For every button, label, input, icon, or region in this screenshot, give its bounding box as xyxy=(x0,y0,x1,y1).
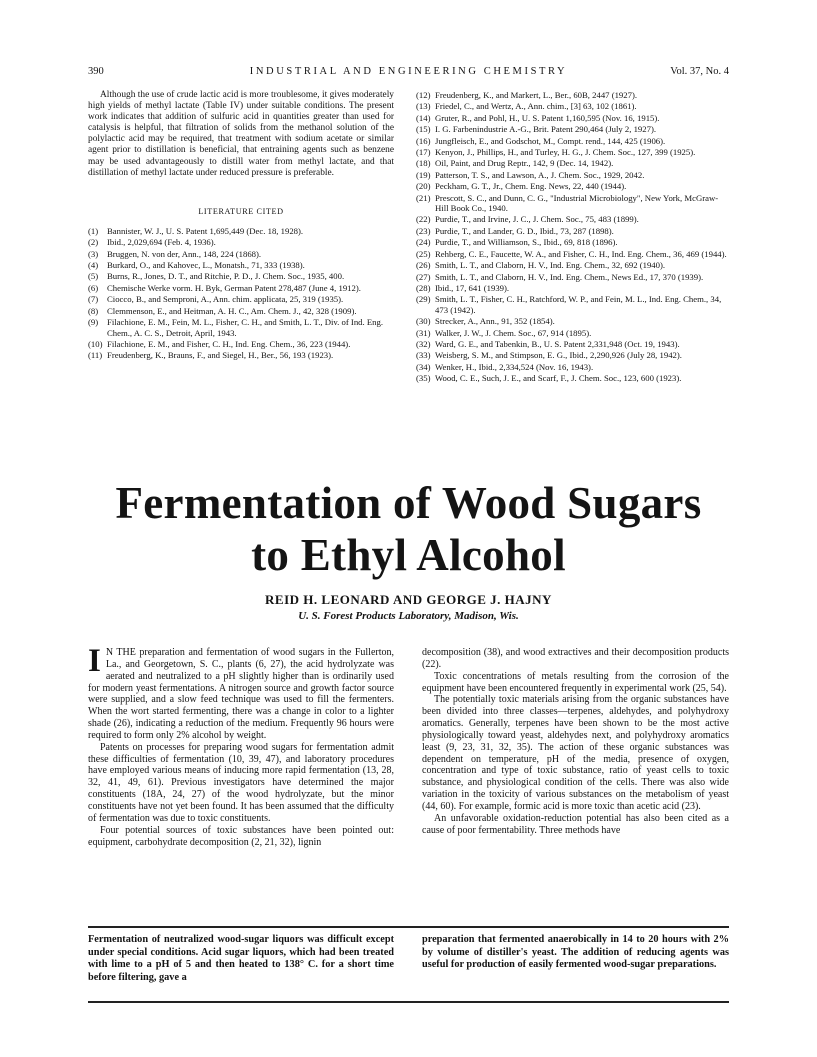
reference-number: (34) xyxy=(416,361,431,372)
body-paragraph-5: The potentially toxic materials arising from the organic substances have been divided into three classes—terpenes, aldehydes, and polyhydroxy aromatics. Generally, terpenes have been shown to be the most active physiologically toward yeast, aldehydes next, and polyhydroxy aromatics least (9, 23, 31, 32, 35). The action of these organic substances was dependent on temperature, pH of the media, presence of oxygen, concentration and type of toxic substance, ratio of yeast cells to toxic substance, and physiological condition of the cells. There was also wide variation in the toxicity of various substances on the metabolism of yeast (44, 60). For example, formic acid is more toxic than acetic acid (23). xyxy=(422,694,729,812)
volume-issue: Vol. 37, No. 4 xyxy=(670,66,729,77)
abstract-bottom-rule xyxy=(88,1001,729,1003)
reference-item xyxy=(88,249,394,259)
reference-text: Peckham, G. T., Jr., Chem. Eng. News, 22, 440 (1944). xyxy=(435,181,627,192)
reference-text: Smith, L. T., Fisher, C. H., Ratchford, W. P., and Fein, M. L., Ind. Eng. Chem., 34, 473 (1942). xyxy=(435,294,722,315)
reference-number: (26) xyxy=(416,260,431,271)
reference-text: Ward, G. E., and Tabenkin, B., U. S. Patent 2,331,948 (Oct. 19, 1943). xyxy=(435,338,680,349)
reference-text: Purdie, T., and Williamson, S., Ibid., 69, 818 (1896). xyxy=(435,237,618,248)
reference-item xyxy=(88,339,394,349)
reference-text: Filachione, E. M., Fein, M. L., Fisher, C. H., and Smith, L. T., Div. of Ind. Eng. Chem., A. C. S., Detroit, April, 1943. xyxy=(107,317,384,338)
reference-text: Clemmenson, E., and Heitman, A. H. C., Am. Chem. J., 42, 328 (1909). xyxy=(107,305,357,316)
reference-number: (30) xyxy=(416,316,431,327)
reference-item xyxy=(88,260,394,270)
reference-text: Strecker, A., Ann., 91, 352 (1854). xyxy=(435,316,555,327)
article-title-line-2: to Ethyl Alcohol xyxy=(251,530,566,580)
reference-item xyxy=(416,272,729,282)
reference-item xyxy=(416,101,729,111)
reference-item xyxy=(416,147,729,157)
reference-text: Freudenberg, K., Brauns, F., and Siegel, H., Ber., 56, 193 (1923). xyxy=(107,350,334,361)
reference-item xyxy=(416,237,729,247)
reference-text: Gruter, R., and Pohl, H., U. S. Patent 1,160,595 (Nov. 16, 1915). xyxy=(435,112,660,123)
reference-item xyxy=(416,113,729,123)
reference-number: (29) xyxy=(416,294,431,305)
literature-cited-heading: LITERATURE CITED xyxy=(198,206,284,216)
body-paragraph-1: I N THE preparation and fermentation of wood sugars in the Fullerton, La., and Georgetown, S. C., plants (6, 27), the acid hydrolyzate was aerated and neutralized to a pH slightly higher than is ordinarily used for modern yeast fermentations. A nitrogen source and growth factor source were supplied, and a slow feed technique was used to fill the fermenters. When the wort started fermenting, there was a change in color to a lighter shade (26), indicating a reduction of the medium. Frequently 96 hours were required to form only 2% alcohol by weight. xyxy=(88,643,394,741)
body-left-column xyxy=(88,643,394,848)
body-paragraph-2: Patents on processes for preparing wood sugars for fermentation admit these difficulties of fermentation (10, 39, 47), and laboratory procedures have employed various means of inducing more rapid fermentation (13, 28, 32, 41, 49, 61). Previous investigators have determined the major constituents (18A, 24, 27) of the wood hydrolyzate, but the minor constituents have not yet been found. It has been assumed that the difficulty of fermentation was due to toxic constituents. xyxy=(88,741,394,824)
reference-item xyxy=(416,90,729,100)
reference-number: (27) xyxy=(416,271,431,282)
reference-text: Chemische Werke vorm. H. Byk, German Patent 278,487 (June 4, 1912). xyxy=(107,282,361,293)
prev-article-paragraph: Although the use of crude lactic acid is more troublesome, it gives moderately high yields of methyl lactate (Table IV) under suitable conditions. The present work indicates that addition of sulfuric acid in quantities greater than used for catalysis is helpful, that filtration of solids from the methanol solution of the polylactic acid may be required, that treatment with sodium acetate or similar agent prior to distillation is beneficial, that entraining agents such as benzene may be used advantageously to distill water from methyl lactate, and that distillation of methyl lactate under reduced pressure is preferable. xyxy=(88,90,394,178)
reference-number: (20) xyxy=(416,181,431,192)
reference-number: (5) xyxy=(88,271,99,282)
reference-item xyxy=(88,317,394,338)
reference-item xyxy=(88,350,394,360)
reference-number: (21) xyxy=(416,192,431,203)
reference-item xyxy=(416,350,729,360)
reference-text: Wenker, H., Ibid., 2,334,524 (Nov. 16, 1943). xyxy=(435,361,594,372)
reference-text: Prescott, S. C., and Dunn, C. G., "Industrial Microbiology", New York, McGraw-Hill Book Co., 1940. xyxy=(435,192,719,214)
reference-text: Purdie, T., and Irvine, J. C., J. Chem. Soc., 75, 483 (1899). xyxy=(435,214,639,225)
reference-number: (15) xyxy=(416,124,431,135)
reference-item xyxy=(88,271,394,281)
body-paragraph-6: An unfavorable oxidation-reduction potential has also been cited as a cause of poor fermentability. Three methods have xyxy=(422,812,729,836)
reference-text: Freudenberg, K., and Markert, L., Ber., 60B, 2447 (1927). xyxy=(435,90,638,100)
reference-text: Ciocco, B., and Semproni, A., Ann. chim. applicata, 25, 319 (1935). xyxy=(107,294,344,305)
reference-item xyxy=(416,339,729,349)
reference-item xyxy=(416,170,729,180)
reference-number: (8) xyxy=(88,305,99,316)
reference-item xyxy=(416,181,729,191)
reference-item xyxy=(416,328,729,338)
reference-item xyxy=(88,306,394,316)
reference-item xyxy=(416,136,729,146)
reference-number: (17) xyxy=(416,147,431,158)
reference-item xyxy=(88,283,394,293)
reference-text: Smith, L. T., and Claborn, H. V., Ind. Eng. Chem., News Ed., 17, 370 (1939). xyxy=(435,271,704,282)
reference-item xyxy=(88,226,394,236)
reference-text: Burns, R., Jones, D. T., and Ritchie, P. D., J. Chem. Soc., 1935, 400. xyxy=(107,271,345,282)
abstract-right: preparation that fermented anaerobically in 14 to 20 hours with 2% by volume of distiller's yeast. The addition of reducing agents was useful for production of easily fermented wood-sugar preparations. xyxy=(422,934,729,970)
reference-text: Jungfleisch, E., and Godschot, M., Compt. rend., 144, 425 (1906). xyxy=(435,135,666,146)
reference-text: Purdie, T., and Lander, G. D., Ibid., 73, 287 (1898). xyxy=(435,225,614,236)
reference-text: I. G. Farbenindustrie A.-G., Brit. Patent 290,464 (July 2, 1927). xyxy=(435,124,657,135)
reference-number: (28) xyxy=(416,282,431,293)
article-title-line-1: Fermentation of Wood Sugars xyxy=(115,478,702,528)
reference-text: Patterson, T. S., and Lawson, A., J. Chem. Soc., 1929, 2042. xyxy=(435,169,645,180)
reference-number: (7) xyxy=(88,294,99,305)
reference-number: (12) xyxy=(416,90,431,100)
reference-text: Smith, L. T., and Claborn, H. V., Ind. Eng. Chem., 32, 692 (1940). xyxy=(435,260,666,271)
reference-item xyxy=(416,193,729,214)
reference-number: (22) xyxy=(416,214,431,225)
reference-text: Bruggen, N. von der, Ann., 148, 224 (1868). xyxy=(107,248,262,259)
reference-item xyxy=(416,158,729,168)
body-paragraph-4: Toxic concentrations of metals resulting from the corrosion of the equipment have been encountered frequently in experimental work (25, 54). xyxy=(422,670,729,694)
prev-article-right-column xyxy=(416,90,729,385)
reference-number: (35) xyxy=(416,373,431,384)
reference-text: Ibid., 2,029,694 (Feb. 4, 1936). xyxy=(107,237,216,248)
reference-number: (6) xyxy=(88,282,99,293)
reference-number: (32) xyxy=(416,338,431,349)
reference-item xyxy=(88,237,394,247)
reference-number: (25) xyxy=(416,248,431,259)
reference-number: (10) xyxy=(88,338,103,349)
reference-number: (31) xyxy=(416,327,431,338)
reference-number: (3) xyxy=(88,248,99,259)
reference-number: (9) xyxy=(88,317,99,328)
reference-item xyxy=(416,294,729,315)
body-right-column xyxy=(422,647,729,837)
reference-text: Kenyon, J., Phillips, H., and Turley, H. G., J. Chem. Soc., 127, 399 (1925). xyxy=(435,147,696,158)
article-authors: REID H. LEONARD AND GEORGE J. HAJNY xyxy=(265,592,552,607)
reference-item xyxy=(416,226,729,236)
reference-item xyxy=(416,373,729,383)
reference-item xyxy=(416,249,729,259)
page-number: 390 xyxy=(88,66,104,77)
reference-number: (13) xyxy=(416,101,431,112)
reference-text: Walker, J. W., J. Chem. Soc., 67, 914 (1895). xyxy=(435,327,592,338)
article-affiliation: U. S. Forest Products Laboratory, Madison, Wis. xyxy=(298,610,519,622)
reference-text: Wood, C. E., Such, J. E., and Scarf, F., J. Chem. Soc., 123, 600 (1923). xyxy=(435,373,682,384)
reference-list-right xyxy=(416,90,729,384)
reference-item xyxy=(416,214,729,224)
journal-name: INDUSTRIAL AND ENGINEERING CHEMISTRY xyxy=(249,66,568,77)
reference-number: (11) xyxy=(88,350,103,361)
reference-item xyxy=(416,362,729,372)
reference-item xyxy=(416,260,729,270)
reference-number: (1) xyxy=(88,225,99,236)
reference-text: Ibid., 17, 641 (1939). xyxy=(435,282,510,293)
reference-list-left xyxy=(88,226,394,361)
reference-number: (33) xyxy=(416,350,431,361)
reference-item xyxy=(416,316,729,326)
prev-article-left-column xyxy=(88,90,394,362)
reference-number: (18) xyxy=(416,158,431,169)
reference-number: (14) xyxy=(416,112,431,123)
reference-text: Weisberg, S. M., and Stimpson, E. G., Ibid., 2,290,926 (July 28, 1942). xyxy=(435,350,682,361)
abstract-left: Fermentation of neutralized wood-sugar liquors was difficult except under special conditions. Acid sugar liquors, which had been treated with lime to a pH of 5 and then heated to 138° C. for a short time before filtering, gave a xyxy=(88,934,394,983)
abstract-top-rule xyxy=(88,926,729,928)
drop-cap: I xyxy=(88,643,101,679)
reference-number: (23) xyxy=(416,225,431,236)
reference-number: (24) xyxy=(416,237,431,248)
reference-item xyxy=(416,124,729,134)
reference-text: Friedel, C., and Wertz, A., Ann. chim., [3] 63, 102 (1861). xyxy=(435,101,637,112)
reference-text: Rehberg, C. E., Faucette, W. A., and Fisher, C. H., Ind. Eng. Chem., 36, 469 (1944). xyxy=(435,248,727,259)
reference-text: Burkard, O., and Kahovec, L., Monatsh., 71, 333 (1938). xyxy=(107,260,305,271)
reference-number: (2) xyxy=(88,237,99,248)
reference-number: (4) xyxy=(88,260,99,271)
body-paragraph-continued: decomposition (38), and wood extractives and their decomposition products (22). xyxy=(422,647,729,670)
body-paragraph-3: Four potential sources of toxic substances have been pointed out: equipment, carbohydrate decomposition (2, 21, 32), lignin xyxy=(88,824,394,848)
reference-text: Filachione, E. M., and Fisher, C. H., Ind. Eng. Chem., 36, 223 (1944). xyxy=(107,338,351,349)
reference-number: (16) xyxy=(416,135,431,146)
reference-text: Bannister, W. J., U. S. Patent 1,695,449 (Dec. 18, 1928). xyxy=(107,225,304,236)
reference-item xyxy=(416,283,729,293)
reference-text: Oil, Paint, and Drug Reptr., 142, 9 (Dec. 14, 1942). xyxy=(435,158,614,169)
reference-number: (19) xyxy=(416,169,431,180)
reference-item xyxy=(88,294,394,304)
